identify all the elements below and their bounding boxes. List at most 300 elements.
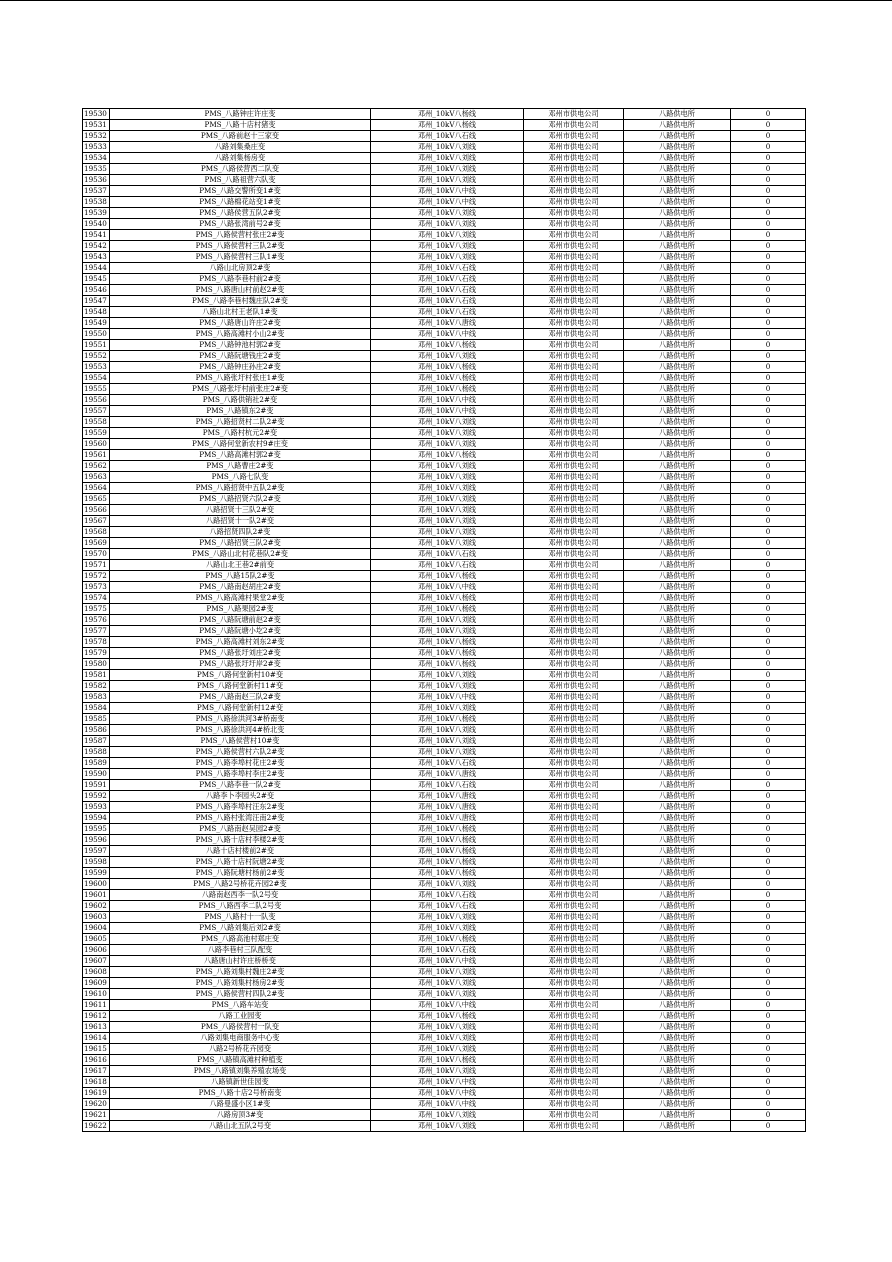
feeder-line-cell: 邓州_10kV八杨线 — [371, 846, 524, 857]
value-cell: 0 — [731, 1044, 806, 1055]
station-cell: 八路供电所 — [624, 780, 731, 791]
value-cell: 0 — [731, 879, 806, 890]
company-cell: 邓州市供电公司 — [524, 538, 624, 549]
table-row — [83, 945, 806, 956]
value-cell: 0 — [731, 373, 806, 384]
value-cell: 0 — [731, 318, 806, 329]
company-cell: 邓州市供电公司 — [524, 483, 624, 494]
value-cell: 0 — [731, 989, 806, 1000]
row-id-cell: 19566 — [83, 505, 110, 516]
station-cell: 八路供电所 — [624, 241, 731, 252]
station-cell: 八路供电所 — [624, 670, 731, 681]
company-cell: 邓州市供电公司 — [524, 362, 624, 373]
transformer-name-cell: 八路招贤十一队2#变 — [110, 516, 371, 527]
row-id-cell: 19587 — [83, 736, 110, 747]
table-row — [83, 1055, 806, 1066]
company-cell: 邓州市供电公司 — [524, 175, 624, 186]
row-id-cell: 19573 — [83, 582, 110, 593]
row-id-cell: 19578 — [83, 637, 110, 648]
row-id-cell: 19544 — [83, 263, 110, 274]
value-cell: 0 — [731, 758, 806, 769]
table-row — [83, 1000, 806, 1011]
table-row — [83, 1011, 806, 1022]
value-cell: 0 — [731, 1110, 806, 1121]
company-cell: 邓州市供电公司 — [524, 593, 624, 604]
value-cell: 0 — [731, 450, 806, 461]
table-row — [83, 1066, 806, 1077]
feeder-line-cell: 邓州_10kV八刘线 — [371, 725, 524, 736]
transformer-name-cell: PMS_八路李埠村汪东2#变 — [110, 802, 371, 813]
feeder-line-cell: 邓州_10kV八唐线 — [371, 802, 524, 813]
feeder-line-cell: 邓州_10kV八中线 — [371, 692, 524, 703]
table-row — [83, 340, 806, 351]
station-cell: 八路供电所 — [624, 461, 731, 472]
feeder-line-cell: 邓州_10kV八中线 — [371, 197, 524, 208]
table-row — [83, 967, 806, 978]
company-cell: 邓州市供电公司 — [524, 736, 624, 747]
feeder-line-cell: 邓州_10kV八刘线 — [371, 153, 524, 164]
station-cell: 八路供电所 — [624, 307, 731, 318]
table-row — [83, 681, 806, 692]
transformer-name-cell: PMS_八路南赵胡庄2#变 — [110, 582, 371, 593]
company-cell: 邓州市供电公司 — [524, 549, 624, 560]
feeder-line-cell: 邓州_10kV八石线 — [371, 131, 524, 142]
table-row — [83, 318, 806, 329]
table-row — [83, 263, 806, 274]
station-cell: 八路供电所 — [624, 714, 731, 725]
station-cell: 八路供电所 — [624, 648, 731, 659]
table-row — [83, 791, 806, 802]
transformer-name-cell: 八路山北村王老队1#变 — [110, 307, 371, 318]
value-cell: 0 — [731, 945, 806, 956]
company-cell: 邓州市供电公司 — [524, 780, 624, 791]
table-row — [83, 439, 806, 450]
company-cell: 邓州市供电公司 — [524, 329, 624, 340]
feeder-line-cell: 邓州_10kV八杨线 — [371, 934, 524, 945]
station-cell: 八路供电所 — [624, 769, 731, 780]
transformer-name-cell: PMS_八路何堂新村12#变 — [110, 703, 371, 714]
row-id-cell: 19605 — [83, 934, 110, 945]
transformer-name-cell: PMS_八路十店2号桥南变 — [110, 1088, 371, 1099]
transformer-name-cell: PMS_八路何堂新村10#变 — [110, 670, 371, 681]
company-cell: 邓州市供电公司 — [524, 1044, 624, 1055]
company-cell: 邓州市供电公司 — [524, 417, 624, 428]
table-row — [83, 923, 806, 934]
row-id-cell: 19553 — [83, 362, 110, 373]
table-row — [83, 373, 806, 384]
value-cell: 0 — [731, 362, 806, 373]
feeder-line-cell: 邓州_10kV八刘线 — [371, 516, 524, 527]
table-row — [83, 230, 806, 241]
feeder-line-cell: 邓州_10kV八刘线 — [371, 351, 524, 362]
table-row — [83, 802, 806, 813]
table-row — [83, 956, 806, 967]
transformer-name-cell: PMS_八路招贤中五队2#变 — [110, 483, 371, 494]
table-row — [83, 648, 806, 659]
row-id-cell: 19591 — [83, 780, 110, 791]
station-cell: 八路供电所 — [624, 879, 731, 890]
value-cell: 0 — [731, 461, 806, 472]
company-cell: 邓州市供电公司 — [524, 692, 624, 703]
value-cell: 0 — [731, 1055, 806, 1066]
row-id-cell: 19539 — [83, 208, 110, 219]
table-row — [83, 450, 806, 461]
value-cell: 0 — [731, 626, 806, 637]
station-cell: 八路供电所 — [624, 626, 731, 637]
company-cell: 邓州市供电公司 — [524, 1066, 624, 1077]
station-cell: 八路供电所 — [624, 593, 731, 604]
value-cell: 0 — [731, 549, 806, 560]
station-cell: 八路供电所 — [624, 406, 731, 417]
feeder-line-cell: 邓州_10kV八石线 — [371, 549, 524, 560]
transformer-name-cell: PMS_八路2号桥花卉园2#变 — [110, 879, 371, 890]
feeder-line-cell: 邓州_10kV八唐线 — [371, 791, 524, 802]
feeder-line-cell: 邓州_10kV八杨线 — [371, 340, 524, 351]
transformer-name-cell: 八路唐山村许庄桥桥变 — [110, 956, 371, 967]
transformer-name-cell: PMS_八路十店村阮塘2#变 — [110, 857, 371, 868]
value-cell: 0 — [731, 1121, 806, 1132]
company-cell: 邓州市供电公司 — [524, 978, 624, 989]
row-id-cell: 19592 — [83, 791, 110, 802]
table-row — [83, 868, 806, 879]
feeder-line-cell: 邓州_10kV八唐线 — [371, 813, 524, 824]
transformer-table — [82, 108, 806, 1132]
station-cell: 八路供电所 — [624, 703, 731, 714]
company-cell: 邓州市供电公司 — [524, 1088, 624, 1099]
value-cell: 0 — [731, 428, 806, 439]
company-cell: 邓州市供电公司 — [524, 439, 624, 450]
transformer-name-cell: 八路十店村楼前2#变 — [110, 846, 371, 857]
row-id-cell: 19584 — [83, 703, 110, 714]
table-row — [83, 252, 806, 263]
transformer-name-cell: PMS_八路阮塘村杨前2#变 — [110, 868, 371, 879]
value-cell: 0 — [731, 1000, 806, 1011]
station-cell: 八路供电所 — [624, 945, 731, 956]
station-cell: 八路供电所 — [624, 274, 731, 285]
value-cell: 0 — [731, 615, 806, 626]
feeder-line-cell: 邓州_10kV八杨线 — [371, 659, 524, 670]
transformer-name-cell: PMS_八路高滩村刘东2#变 — [110, 637, 371, 648]
table-row — [83, 329, 806, 340]
feeder-line-cell: 邓州_10kV八刘线 — [371, 494, 524, 505]
row-id-cell: 19609 — [83, 978, 110, 989]
station-cell: 八路供电所 — [624, 1110, 731, 1121]
table-row — [83, 164, 806, 175]
company-cell: 邓州市供电公司 — [524, 120, 624, 131]
value-cell: 0 — [731, 681, 806, 692]
station-cell: 八路供电所 — [624, 208, 731, 219]
transformer-name-cell: PMS_八路钟庄孙庄2#变 — [110, 362, 371, 373]
value-cell: 0 — [731, 197, 806, 208]
table-row — [83, 1033, 806, 1044]
row-id-cell: 19580 — [83, 659, 110, 670]
row-id-cell: 19590 — [83, 769, 110, 780]
station-cell: 八路供电所 — [624, 285, 731, 296]
transformer-name-cell: PMS_八路供销社2#变 — [110, 395, 371, 406]
value-cell: 0 — [731, 692, 806, 703]
row-id-cell: 19555 — [83, 384, 110, 395]
station-cell: 八路供电所 — [624, 505, 731, 516]
transformer-name-cell: PMS_八路交警所变1#变 — [110, 186, 371, 197]
value-cell: 0 — [731, 186, 806, 197]
company-cell: 邓州市供电公司 — [524, 1055, 624, 1066]
transformer-name-cell: PMS_八路曹庄2#变 — [110, 461, 371, 472]
table-row — [83, 395, 806, 406]
company-cell: 邓州市供电公司 — [524, 527, 624, 538]
company-cell: 邓州市供电公司 — [524, 516, 624, 527]
row-id-cell: 19534 — [83, 153, 110, 164]
company-cell: 邓州市供电公司 — [524, 1011, 624, 1022]
table-row — [83, 857, 806, 868]
station-cell: 八路供电所 — [624, 439, 731, 450]
transformer-name-cell: PMS_八路高池村郑庄变 — [110, 934, 371, 945]
transformer-name-cell: PMS_八路李埠村花庄2#变 — [110, 758, 371, 769]
station-cell: 八路供电所 — [624, 736, 731, 747]
station-cell: 八路供电所 — [624, 1077, 731, 1088]
value-cell: 0 — [731, 131, 806, 142]
station-cell: 八路供电所 — [624, 197, 731, 208]
table-row — [83, 494, 806, 505]
feeder-line-cell: 邓州_10kV八杨线 — [371, 1011, 524, 1022]
station-cell: 八路供电所 — [624, 637, 731, 648]
company-cell: 邓州市供电公司 — [524, 802, 624, 813]
feeder-line-cell: 邓州_10kV八杨线 — [371, 384, 524, 395]
feeder-line-cell: 邓州_10kV八刘线 — [371, 1110, 524, 1121]
table-row — [83, 362, 806, 373]
table-row — [83, 428, 806, 439]
company-cell: 邓州市供电公司 — [524, 659, 624, 670]
transformer-name-cell: PMS_八路南赵三队2#变 — [110, 692, 371, 703]
feeder-line-cell: 邓州_10kV八中线 — [371, 1099, 524, 1110]
value-cell: 0 — [731, 956, 806, 967]
value-cell: 0 — [731, 802, 806, 813]
transformer-name-cell: PMS_八路徐洪河4#桥北变 — [110, 725, 371, 736]
row-id-cell: 19606 — [83, 945, 110, 956]
table-row — [83, 780, 806, 791]
row-id-cell: 19621 — [83, 1110, 110, 1121]
feeder-line-cell: 邓州_10kV八刘线 — [371, 978, 524, 989]
feeder-line-cell: 邓州_10kV八刘线 — [371, 538, 524, 549]
feeder-line-cell: 邓州_10kV八刘线 — [371, 230, 524, 241]
station-cell: 八路供电所 — [624, 340, 731, 351]
value-cell: 0 — [731, 472, 806, 483]
table-row — [83, 406, 806, 417]
table-row — [83, 769, 806, 780]
table-row — [83, 879, 806, 890]
value-cell: 0 — [731, 846, 806, 857]
station-cell: 八路供电所 — [624, 758, 731, 769]
table-row — [83, 978, 806, 989]
feeder-line-cell: 邓州_10kV八杨线 — [371, 362, 524, 373]
table-row — [83, 604, 806, 615]
company-cell: 邓州市供电公司 — [524, 901, 624, 912]
table-row — [83, 549, 806, 560]
feeder-line-cell: 邓州_10kV八中线 — [371, 1077, 524, 1088]
table-row — [83, 813, 806, 824]
transformer-name-cell: PMS_八路张圩刘庄2#变 — [110, 648, 371, 659]
table-row — [83, 142, 806, 153]
value-cell: 0 — [731, 571, 806, 582]
feeder-line-cell: 邓州_10kV八杨线 — [371, 824, 524, 835]
transformer-name-cell: PMS_八路钟庄许庄变 — [110, 109, 371, 120]
feeder-line-cell: 邓州_10kV八刘线 — [371, 175, 524, 186]
transformer-name-cell: 八路李卜李园头2#变 — [110, 791, 371, 802]
row-id-cell: 19601 — [83, 890, 110, 901]
value-cell: 0 — [731, 593, 806, 604]
row-id-cell: 19540 — [83, 219, 110, 230]
value-cell: 0 — [731, 329, 806, 340]
value-cell: 0 — [731, 1033, 806, 1044]
table-row — [83, 516, 806, 527]
company-cell: 邓州市供电公司 — [524, 186, 624, 197]
feeder-line-cell: 邓州_10kV八杨线 — [371, 868, 524, 879]
value-cell: 0 — [731, 296, 806, 307]
transformer-name-cell: PMS_八路村张湾汪南2#变 — [110, 813, 371, 824]
row-id-cell: 19558 — [83, 417, 110, 428]
feeder-line-cell: 邓州_10kV八唐线 — [371, 318, 524, 329]
station-cell: 八路供电所 — [624, 109, 731, 120]
company-cell: 邓州市供电公司 — [524, 747, 624, 758]
transformer-name-cell: PMS_八路李巷村前2#变 — [110, 274, 371, 285]
row-id-cell: 19550 — [83, 329, 110, 340]
station-cell: 八路供电所 — [624, 912, 731, 923]
feeder-line-cell: 邓州_10kV八石线 — [371, 780, 524, 791]
transformer-name-cell: PMS_八路侯营村六队2#变 — [110, 747, 371, 758]
value-cell: 0 — [731, 384, 806, 395]
row-id-cell: 19569 — [83, 538, 110, 549]
row-id-cell: 19585 — [83, 714, 110, 725]
feeder-line-cell: 邓州_10kV八杨线 — [371, 1055, 524, 1066]
transformer-name-cell: PMS_八路十店村猪变 — [110, 120, 371, 131]
transformer-name-cell: PMS_八路镇东2#变 — [110, 406, 371, 417]
station-cell: 八路供电所 — [624, 263, 731, 274]
station-cell: 八路供电所 — [624, 824, 731, 835]
table-row — [83, 527, 806, 538]
feeder-line-cell: 邓州_10kV八杨线 — [371, 109, 524, 120]
company-cell: 邓州市供电公司 — [524, 912, 624, 923]
transformer-name-cell: 八路李巷村三队配变 — [110, 945, 371, 956]
station-cell: 八路供电所 — [624, 989, 731, 1000]
feeder-line-cell: 邓州_10kV八刘线 — [371, 703, 524, 714]
station-cell: 八路供电所 — [624, 791, 731, 802]
table-row — [83, 274, 806, 285]
company-cell: 邓州市供电公司 — [524, 791, 624, 802]
company-cell: 邓州市供电公司 — [524, 428, 624, 439]
company-cell: 邓州市供电公司 — [524, 1110, 624, 1121]
value-cell: 0 — [731, 835, 806, 846]
company-cell: 邓州市供电公司 — [524, 208, 624, 219]
company-cell: 邓州市供电公司 — [524, 703, 624, 714]
table-row — [83, 1022, 806, 1033]
row-id-cell: 19616 — [83, 1055, 110, 1066]
value-cell: 0 — [731, 1077, 806, 1088]
transformer-name-cell: 八路镇新世佳园变 — [110, 1077, 371, 1088]
company-cell: 邓州市供电公司 — [524, 395, 624, 406]
company-cell: 邓州市供电公司 — [524, 109, 624, 120]
row-id-cell: 19530 — [83, 109, 110, 120]
table-row — [83, 615, 806, 626]
value-cell: 0 — [731, 923, 806, 934]
station-cell: 八路供电所 — [624, 1121, 731, 1132]
row-id-cell: 19554 — [83, 373, 110, 384]
value-cell: 0 — [731, 769, 806, 780]
table-row — [83, 989, 806, 1000]
station-cell: 八路供电所 — [624, 1055, 731, 1066]
value-cell: 0 — [731, 307, 806, 318]
row-id-cell: 19560 — [83, 439, 110, 450]
value-cell: 0 — [731, 813, 806, 824]
feeder-line-cell: 邓州_10kV八杨线 — [371, 637, 524, 648]
company-cell: 邓州市供电公司 — [524, 923, 624, 934]
row-id-cell: 19571 — [83, 560, 110, 571]
feeder-line-cell: 邓州_10kV八刘线 — [371, 241, 524, 252]
company-cell: 邓州市供电公司 — [524, 846, 624, 857]
transformer-name-cell: PMS_八路刘集后刘2#变 — [110, 923, 371, 934]
feeder-line-cell: 邓州_10kV八刘线 — [371, 626, 524, 637]
feeder-line-cell: 邓州_10kV八杨线 — [371, 648, 524, 659]
feeder-line-cell: 邓州_10kV八刘线 — [371, 989, 524, 1000]
feeder-line-cell: 邓州_10kV八刘线 — [371, 428, 524, 439]
feeder-line-cell: 邓州_10kV八刘线 — [371, 670, 524, 681]
company-cell: 邓州市供电公司 — [524, 813, 624, 824]
row-id-cell: 19546 — [83, 285, 110, 296]
table-row — [83, 593, 806, 604]
station-cell: 八路供电所 — [624, 296, 731, 307]
company-cell: 邓州市供电公司 — [524, 296, 624, 307]
transformer-name-cell: PMS_八路张圩圩岸2#变 — [110, 659, 371, 670]
table-row — [83, 1077, 806, 1088]
value-cell: 0 — [731, 890, 806, 901]
table-row — [83, 175, 806, 186]
station-cell: 八路供电所 — [624, 692, 731, 703]
station-cell: 八路供电所 — [624, 516, 731, 527]
station-cell: 八路供电所 — [624, 1066, 731, 1077]
table-row — [83, 758, 806, 769]
row-id-cell: 19556 — [83, 395, 110, 406]
transformer-name-cell: PMS_八路张圩村前张庄2#变 — [110, 384, 371, 395]
station-cell: 八路供电所 — [624, 362, 731, 373]
page-top-border — [0, 0, 892, 1]
company-cell: 邓州市供电公司 — [524, 274, 624, 285]
feeder-line-cell: 邓州_10kV八石线 — [371, 945, 524, 956]
company-cell: 邓州市供电公司 — [524, 373, 624, 384]
company-cell: 邓州市供电公司 — [524, 824, 624, 835]
table-row — [83, 714, 806, 725]
row-id-cell: 19600 — [83, 879, 110, 890]
value-cell: 0 — [731, 780, 806, 791]
transformer-name-cell: PMS_八路高滩村果堂2#变 — [110, 593, 371, 604]
company-cell: 邓州市供电公司 — [524, 879, 624, 890]
transformer-name-cell: PMS_八路南赵吴园2#变 — [110, 824, 371, 835]
feeder-line-cell: 邓州_10kV八中线 — [371, 395, 524, 406]
transformer-name-cell: 八路山北五队2号变 — [110, 1121, 371, 1132]
value-cell: 0 — [731, 604, 806, 615]
company-cell: 邓州市供电公司 — [524, 1099, 624, 1110]
company-cell: 邓州市供电公司 — [524, 714, 624, 725]
value-cell: 0 — [731, 714, 806, 725]
value-cell: 0 — [731, 934, 806, 945]
value-cell: 0 — [731, 175, 806, 186]
station-cell: 八路供电所 — [624, 659, 731, 670]
feeder-line-cell: 邓州_10kV八中线 — [371, 582, 524, 593]
station-cell: 八路供电所 — [624, 1099, 731, 1110]
row-id-cell: 19586 — [83, 725, 110, 736]
company-cell: 邓州市供电公司 — [524, 252, 624, 263]
table-row — [83, 560, 806, 571]
company-cell: 邓州市供电公司 — [524, 626, 624, 637]
company-cell: 邓州市供电公司 — [524, 989, 624, 1000]
station-cell: 八路供电所 — [624, 681, 731, 692]
